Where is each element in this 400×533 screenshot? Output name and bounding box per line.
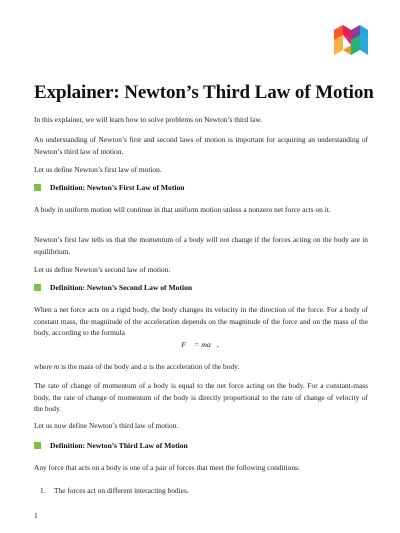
- momentum-paragraph: The rate of change of momentum of a body is equal to the net force acting on the body. For a constant-mass body, the rate of change of momentum of the body is directly proportional to the rate of change of velocity of the body.: [34, 381, 368, 414]
- definition-heading-first-law: [34, 183, 185, 192]
- definition-square-icon: [34, 184, 41, 191]
- definition-title: Definition: Newton’s First Law of Motion: [50, 183, 185, 192]
- definition-heading-third-law: [34, 441, 188, 450]
- page-title: Explainer: Newton’s Third Law of Motion: [34, 82, 374, 103]
- list-item-number: 1.: [40, 486, 46, 495]
- second-law-lead: Let us define Newton’s second law of motion.: [34, 265, 171, 274]
- third-law-definition: Any force that acts on a body is one of a pair of forces that meet the following conditions:: [34, 463, 300, 472]
- second-law-definition: When a net force acts on a rigid body, the body changes its velocity in the direction of the force. For a body of constant mass, the magnitude of the acceleration depends on the magnitude of the force and on the mass of the body, according to the formula: [34, 305, 368, 338]
- list-item: [34, 486, 189, 495]
- intro-paragraph: In this explainer, we will learn how to solve problems on Newton’s third law.: [34, 115, 263, 124]
- definition-title: Definition: Newton’s Third Law of Motion: [50, 441, 188, 450]
- third-law-lead: Let us now define Newton’s third law of motion.: [34, 421, 179, 430]
- list-item-text: The forces act on different interacting bodies.: [54, 486, 189, 495]
- first-law-explanation: Newton’s first law tells us that the momentum of a body will not change if the forces acting on the body are in equilibrium.: [34, 235, 368, 256]
- first-law-definition: A body in uniform motion will continue in that uniform motion unless a nonzero net force acts on it.: [34, 205, 331, 214]
- page-number: 1: [34, 511, 38, 520]
- first-law-lead: Let us define Newton’s first law of motion.: [34, 165, 162, 174]
- definition-square-icon: [34, 284, 41, 291]
- definition-square-icon: [34, 442, 41, 449]
- equation-explanation: where m is the mass of the body and a is the acceleration of the body.: [34, 362, 240, 371]
- nagwa-logo-icon: [334, 25, 368, 55]
- conditions-list: [34, 486, 189, 495]
- definition-heading-second-law: [34, 283, 192, 292]
- definition-title: Definition: Newton’s Second Law of Motion: [50, 283, 193, 292]
- equation: F⃗ = ma⃗,: [181, 340, 219, 349]
- context-paragraph: An understanding of Newton’s first and second laws of motion is important for acquiring an understanding of Newton’s third law of motion.: [34, 135, 368, 156]
